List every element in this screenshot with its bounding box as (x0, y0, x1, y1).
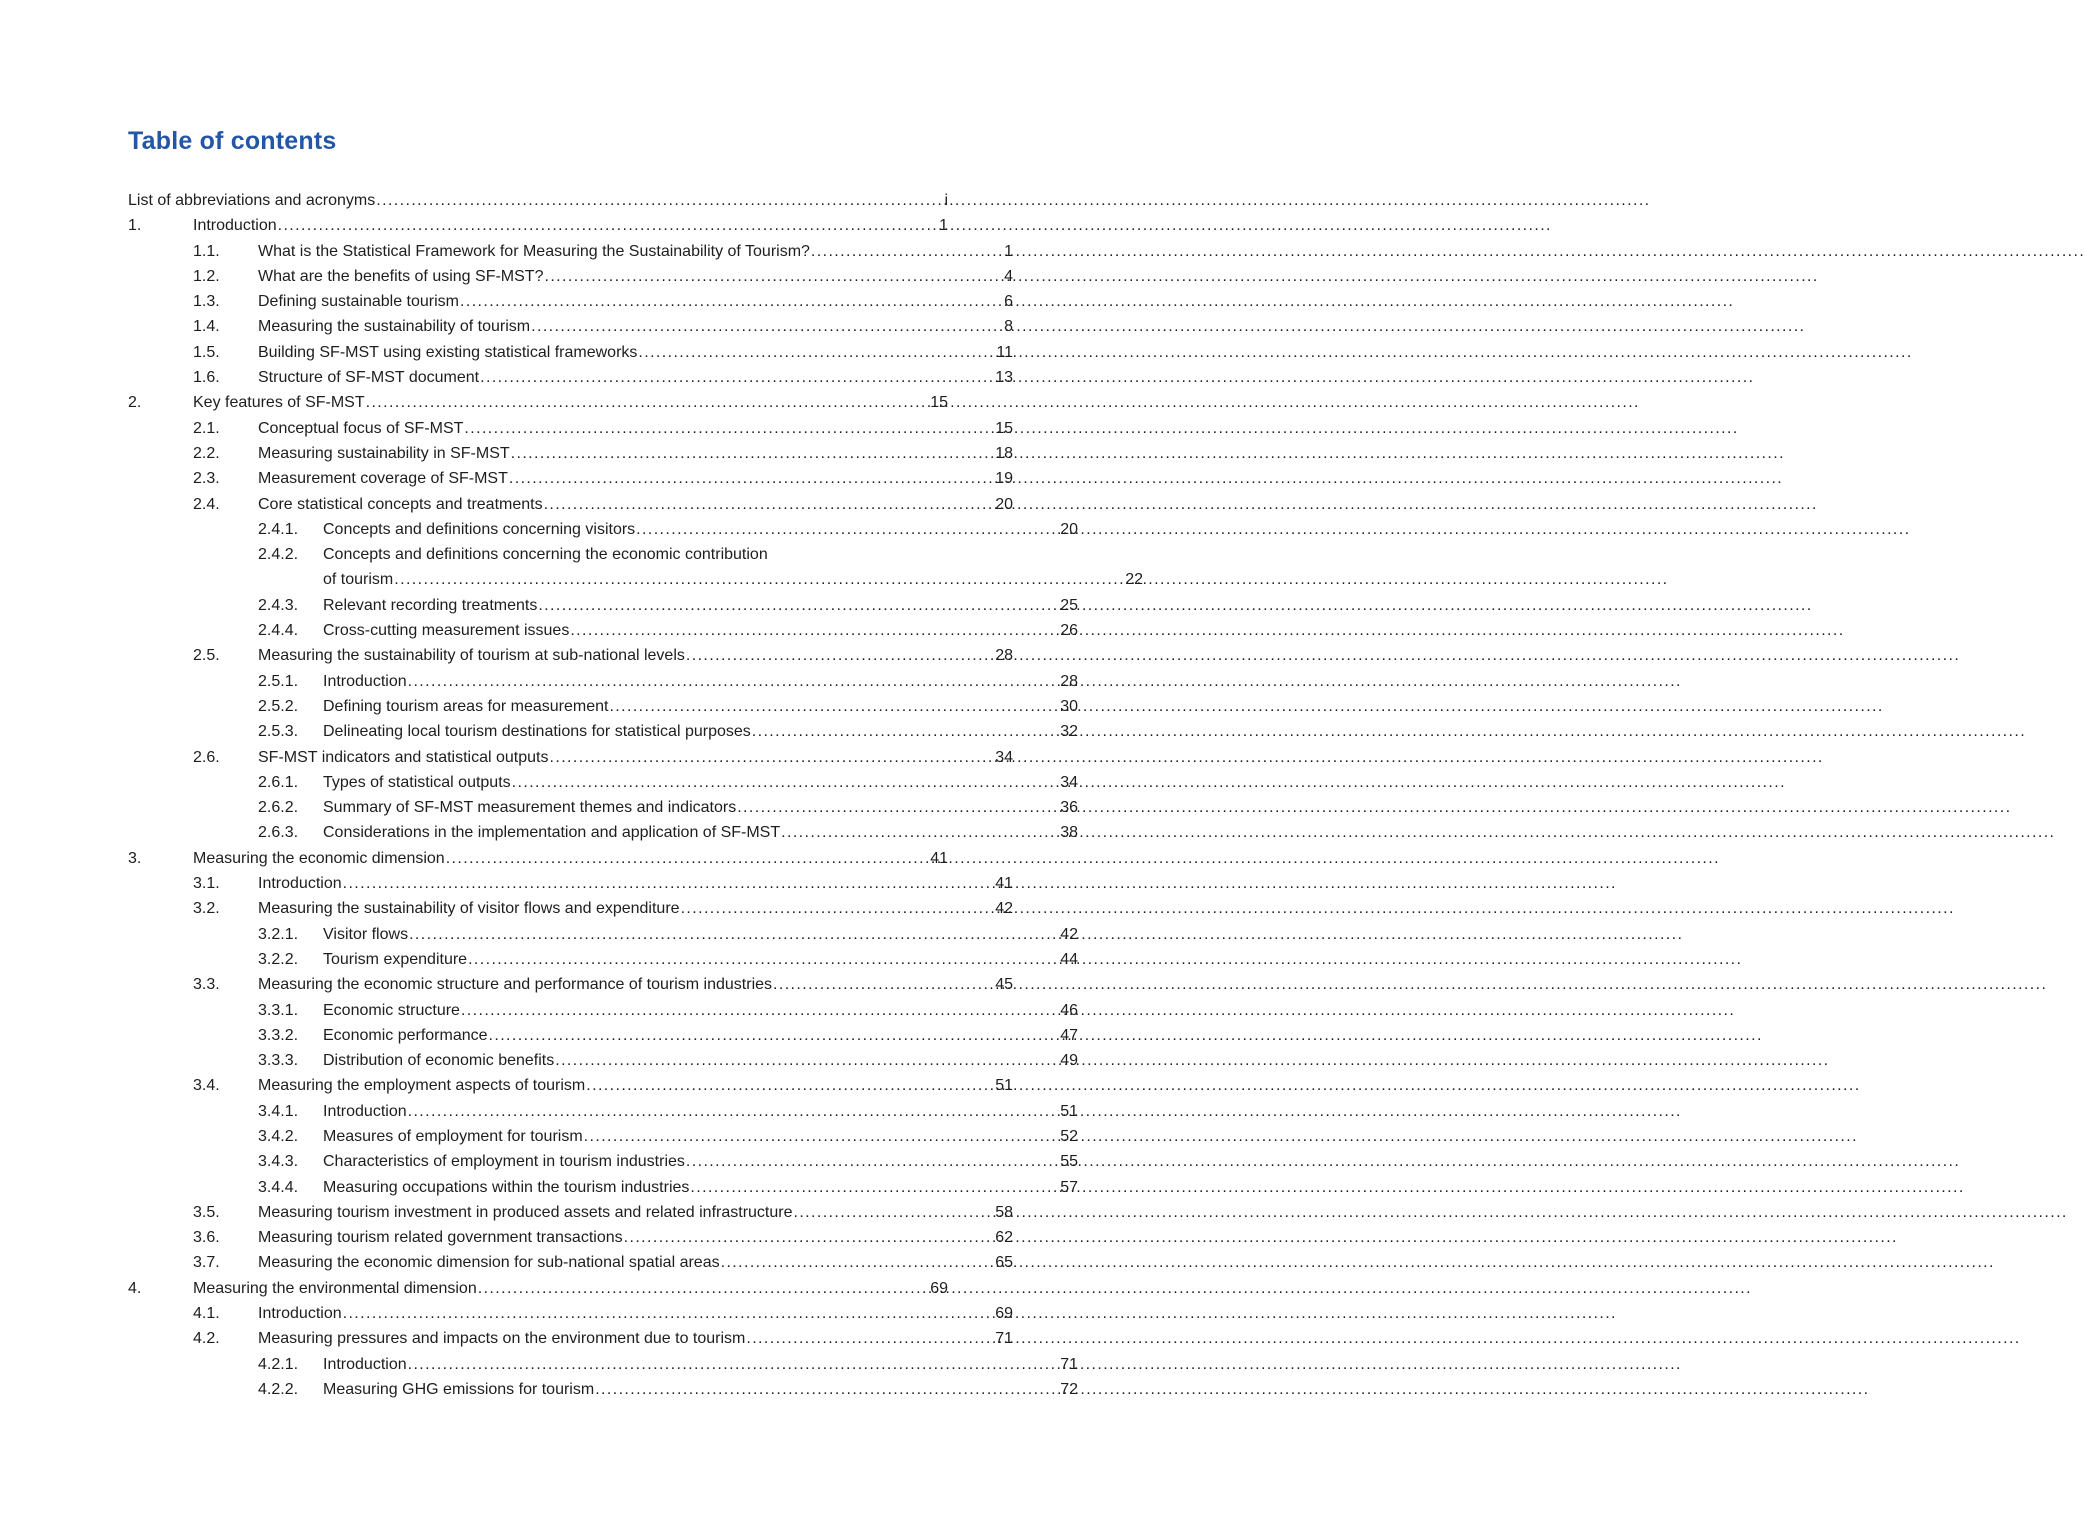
dot-leader (746, 1326, 990, 1351)
toc-entry-title: Tourism expenditure (323, 950, 468, 968)
toc-entry[interactable] (128, 188, 948, 213)
toc-entry-number: 2. (128, 394, 142, 412)
toc-entry[interactable] (128, 669, 1078, 694)
toc-entry[interactable] (128, 441, 1013, 466)
toc-entry[interactable] (128, 1023, 1078, 1048)
toc-entry-title: Conceptual focus of SF-MST (258, 419, 464, 437)
toc-entry-number: 3.6. (193, 1229, 220, 1247)
toc-entry-page: 6 (1004, 293, 1013, 311)
toc-entry-number: 3.4.2. (258, 1127, 299, 1145)
toc-entry-page: 58 (995, 1203, 1013, 1221)
toc-entry-title: Introduction (323, 672, 407, 690)
toc-entry-page: 45 (995, 976, 1013, 994)
toc-entry-number: 1.1. (193, 242, 220, 260)
dot-leader (544, 264, 999, 289)
toc-entry-number: 1.6. (193, 369, 220, 387)
toc-entry-title: Measuring the environmental dimension (193, 1279, 477, 1297)
toc-entry[interactable] (128, 719, 1078, 744)
toc-entry-page: 1 (1004, 242, 1013, 260)
toc-entry[interactable] (128, 1048, 1078, 1073)
toc-entry[interactable] (128, 365, 1013, 390)
toc-entry-number: 2.4.4. (258, 622, 299, 640)
toc-entry[interactable] (128, 1352, 1078, 1377)
toc-entry[interactable] (128, 1149, 1078, 1174)
toc-entry-title: Considerations in the implementation and application of SF-MST (323, 824, 781, 842)
toc-entry-title: Measuring the employment aspects of tourism (258, 1077, 586, 1095)
toc-entry-page: 13 (995, 369, 1013, 387)
toc-entry-number: 2.4.2. (258, 546, 299, 564)
dot-leader (686, 643, 990, 668)
dot-leader (408, 1352, 1056, 1377)
toc-entry[interactable] (128, 972, 1013, 997)
toc-entry[interactable] (128, 770, 1078, 795)
toc-entry-page: 41 (930, 849, 948, 867)
toc-entry[interactable] (128, 492, 1013, 517)
dot-leader (737, 795, 1055, 820)
toc-entry-number: 3.4.3. (258, 1153, 299, 1171)
dot-leader (460, 289, 999, 314)
toc-entry-number: 3.2. (193, 900, 220, 918)
toc-entry-number: 2.5.3. (258, 723, 299, 741)
toc-entry-title: Measuring sustainability in SF-MST (258, 444, 510, 462)
toc-entry-number: 2.5.1. (258, 672, 299, 690)
toc-entry-title: What are the benefits of using SF-MST? (258, 267, 544, 285)
toc-entry-page: 71 (1060, 1355, 1078, 1373)
toc-entry-title: Measuring the sustainability of tourism at sub-national levels (258, 647, 685, 665)
dot-leader (478, 1276, 925, 1301)
toc-entry[interactable] (128, 846, 948, 871)
toc-entry[interactable] (128, 264, 1013, 289)
dot-leader (555, 1048, 1055, 1073)
toc-entry-title: Measuring the sustainability of visitor flows and expenditure (258, 900, 680, 918)
toc-entry-page: 4 (1004, 267, 1013, 285)
toc-entry-number: 3.3.3. (258, 1052, 299, 1070)
toc-entry-title: Cross-cutting measurement issues (323, 622, 570, 640)
toc-entry-title: Visitor flows (323, 925, 409, 943)
dot-leader (446, 846, 926, 871)
toc-entry-page: 34 (995, 748, 1013, 766)
toc-entry-number: 2.2. (193, 444, 220, 462)
toc-entry-page: 20 (995, 495, 1013, 513)
toc-entry-title: Introduction (258, 1305, 342, 1323)
dot-leader (480, 365, 990, 390)
toc-entry-title: List of abbreviations and acronyms (128, 192, 376, 209)
toc-entry-title: Defining sustainable tourism (258, 293, 459, 311)
toc-entry-page: 55 (1060, 1153, 1078, 1171)
toc-entry-page: 11 (996, 343, 1013, 361)
toc-entry[interactable] (128, 593, 1078, 618)
dot-leader (343, 871, 991, 896)
dot-leader (509, 466, 990, 491)
dot-leader (638, 340, 991, 365)
toc-entry-page: 42 (995, 900, 1013, 918)
toc-entry-title: Summary of SF-MST measurement themes and indicators (323, 799, 737, 817)
toc-entry-page: 62 (995, 1229, 1013, 1247)
toc-entry-number: 2.1. (193, 419, 220, 437)
toc-entry-page: 69 (930, 1279, 948, 1297)
toc-entry-title: Concepts and definitions concerning visitors (323, 520, 636, 538)
dot-leader (609, 694, 1055, 719)
toc-entry-number: 2.6. (193, 748, 220, 766)
toc-entry-page: 51 (995, 1077, 1013, 1095)
toc-entry-title: Measuring GHG emissions for tourism (323, 1380, 595, 1398)
toc-entry-number: 1.2. (193, 267, 220, 285)
dot-leader (773, 972, 990, 997)
toc-entry-number: 3.7. (193, 1254, 220, 1272)
dot-leader (394, 567, 1120, 592)
toc-list (128, 188, 1143, 1402)
toc-entry-page: 28 (1060, 672, 1078, 690)
toc-entry-title: Measuring pressures and impacts on the environment due to tourism (258, 1330, 746, 1348)
toc-entry-title: Measuring the economic structure and performance of tourism industries (258, 976, 773, 994)
toc-entry-title: Measurement coverage of SF-MST (258, 470, 508, 488)
toc-entry-title: Concepts and definitions concerning the economic contribution (323, 546, 768, 564)
dot-leader (376, 188, 939, 213)
toc-entry-number: 3.4.4. (258, 1178, 299, 1196)
toc-entry-number: 1.3. (193, 293, 220, 311)
toc-entry-number: 3.2.1. (258, 925, 299, 943)
toc-entry-title: Defining tourism areas for measurement (323, 697, 609, 715)
toc-entry-page: 22 (1125, 571, 1143, 589)
toc-entry-page: 51 (1060, 1102, 1078, 1120)
toc-entry-page: 30 (1060, 697, 1078, 715)
toc-entry-number: 3.2.2. (258, 950, 299, 968)
toc-entry-title: Economic performance (323, 1026, 488, 1044)
toc-entry-number: 1. (128, 217, 142, 235)
toc-entry-title: What is the Statistical Framework for Measuring the Sustainability of Tourism? (258, 242, 810, 260)
dot-leader (544, 492, 991, 517)
dot-leader (595, 1377, 1055, 1402)
dot-leader (538, 593, 1055, 618)
toc-entry[interactable] (128, 1301, 1013, 1326)
dot-leader (811, 239, 999, 264)
toc-entry-title: Introduction (258, 875, 342, 893)
toc-entry-page: 36 (1060, 799, 1078, 817)
toc-entry[interactable] (128, 314, 1013, 339)
toc-entry-page: 19 (995, 470, 1013, 488)
dot-leader (793, 1200, 990, 1225)
dot-leader (511, 441, 991, 466)
toc-entry[interactable] (128, 998, 1078, 1023)
toc-entry-title: Measuring the economic dimension for sub-national spatial areas (258, 1254, 720, 1272)
toc-entry[interactable] (128, 239, 1013, 264)
dot-leader (781, 820, 1055, 845)
dot-leader (278, 213, 934, 238)
toc-entry-page: 72 (1060, 1380, 1078, 1398)
toc-entry-number: 1.4. (193, 318, 220, 336)
dot-leader (636, 517, 1055, 542)
toc-entry-page: 46 (1060, 1001, 1078, 1019)
toc-entry[interactable] (128, 1175, 1078, 1200)
toc-entry[interactable] (128, 947, 1078, 972)
toc-entry-number: 3.5. (193, 1203, 220, 1221)
toc-entry-page: 65 (995, 1254, 1013, 1272)
toc-entry[interactable] (128, 1124, 1078, 1149)
toc-entry-page: 41 (995, 875, 1013, 893)
toc-entry-page: 15 (930, 394, 948, 412)
toc-entry-number: 3.3. (193, 976, 220, 994)
toc-entry-title: Distribution of economic benefits (323, 1052, 555, 1070)
dot-leader (570, 618, 1055, 643)
toc-entry[interactable] (128, 542, 1078, 567)
toc-entry-page: 52 (1060, 1127, 1078, 1145)
toc-entry-number: 4.1. (193, 1305, 220, 1323)
toc-entry-number: 2.5.2. (258, 697, 299, 715)
toc-entry-number: 2.6.2. (258, 799, 299, 817)
toc-entry-number: 3.4.1. (258, 1102, 299, 1120)
toc-entry-page: 18 (995, 444, 1013, 462)
toc-entry-title: Types of statistical outputs (323, 773, 511, 791)
toc-entry[interactable] (128, 1377, 1078, 1402)
dot-leader (366, 390, 926, 415)
toc-entry[interactable] (128, 745, 1013, 770)
toc-entry-page: 47 (1060, 1026, 1078, 1044)
toc-entry-title: Structure of SF-MST document (258, 369, 480, 387)
dot-leader (752, 719, 1055, 744)
toc-entry-title: Introduction (323, 1355, 407, 1373)
dot-leader (550, 745, 991, 770)
toc-entry[interactable] (128, 466, 1013, 491)
toc-entry[interactable] (128, 643, 1013, 668)
dot-leader (584, 1124, 1056, 1149)
toc-entry[interactable] (128, 820, 1078, 845)
toc-entry-title: Introduction (323, 1102, 407, 1120)
dot-leader (586, 1073, 990, 1098)
dot-leader (681, 896, 991, 921)
toc-entry-number: 2.3. (193, 470, 220, 488)
toc-entry[interactable] (128, 618, 1078, 643)
toc-entry-number: 2.4.1. (258, 520, 299, 538)
dot-leader (690, 1175, 1055, 1200)
dot-leader (512, 770, 1056, 795)
toc-entry[interactable] (128, 922, 1078, 947)
toc-entry-page: 42 (1060, 925, 1078, 943)
toc-entry[interactable] (128, 517, 1078, 542)
toc-entry-title: Measuring tourism investment in produced assets and related infrastructure (258, 1203, 793, 1221)
toc-entry-number: 3.3.2. (258, 1026, 299, 1044)
toc-entry-title: Measuring the economic dimension (193, 849, 445, 867)
dot-leader (686, 1149, 1055, 1174)
toc-entry-page: 20 (1060, 520, 1078, 538)
toc-entry-title: Core statistical concepts and treatments (258, 495, 543, 513)
dot-leader (721, 1250, 991, 1275)
toc-entry[interactable] (128, 1073, 1013, 1098)
toc-entry[interactable] (128, 896, 1013, 921)
toc-entry-number: 3.3.1. (258, 1001, 299, 1019)
toc-entry-number: 2.4. (193, 495, 220, 513)
toc-entry-title: Delineating local tourism destinations for statistical purposes (323, 723, 751, 741)
toc-entry-page: 38 (1060, 824, 1078, 842)
toc-entry-number: 1.5. (193, 343, 220, 361)
toc-entry[interactable] (128, 795, 1078, 820)
toc-entry[interactable] (128, 213, 948, 238)
toc-entry-number: 4.2. (193, 1330, 220, 1348)
toc-entry-number: 2.5. (193, 647, 220, 665)
toc-entry[interactable] (128, 694, 1078, 719)
toc-entry-page: 44 (1060, 950, 1078, 968)
toc-entry-page: 71 (995, 1330, 1013, 1348)
dot-leader (531, 314, 999, 339)
toc-entry-page: 15 (995, 419, 1013, 437)
toc-entry-page: 32 (1060, 723, 1078, 741)
toc-entry-number: 4.2.1. (258, 1355, 299, 1373)
toc-entry-page: 57 (1060, 1178, 1078, 1196)
toc-entry[interactable] (128, 416, 1013, 441)
toc-entry-number: 3. (128, 849, 142, 867)
dot-leader (468, 947, 1055, 972)
toc-entry[interactable] (128, 871, 1013, 896)
toc-entry-title: Characteristics of employment in tourism industries (323, 1153, 685, 1171)
toc-entry-number: 4. (128, 1279, 142, 1297)
toc-entry-page: 26 (1060, 622, 1078, 640)
toc-entry-page: 8 (1004, 318, 1013, 336)
toc-entry-title: Measuring tourism related government transactions (258, 1229, 623, 1247)
toc-entry[interactable] (128, 1200, 1013, 1225)
toc-entry-title: Introduction (193, 217, 277, 235)
dot-leader (464, 416, 990, 441)
dot-leader (489, 1023, 1056, 1048)
toc-entry-title: SF-MST indicators and statistical outputs (258, 748, 549, 766)
toc-entry-page: 34 (1060, 773, 1078, 791)
toc-entry-number: 3.1. (193, 875, 220, 893)
toc-entry[interactable] (128, 1225, 1013, 1250)
toc-entry-page: 69 (995, 1305, 1013, 1323)
toc-entry[interactable] (128, 340, 1013, 365)
dot-leader (624, 1225, 991, 1250)
toc-entry[interactable] (128, 390, 948, 415)
toc-entry-number: 4.2.2. (258, 1380, 299, 1398)
toc-entry[interactable] (128, 1326, 1013, 1351)
toc-entry-title: Key features of SF-MST (193, 394, 365, 412)
toc-entry-title: Measuring the sustainability of tourism (258, 318, 531, 336)
toc-entry-page: 49 (1060, 1052, 1078, 1070)
toc-entry[interactable] (128, 289, 1013, 314)
toc-entry-page: 1 (939, 217, 948, 235)
toc-entry-title: of tourism (323, 571, 394, 589)
toc-entry-number: 2.6.1. (258, 773, 299, 791)
toc-entry-title: Building SF-MST using existing statistical frameworks (258, 343, 638, 361)
toc-entry-page: 28 (995, 647, 1013, 665)
dot-leader (343, 1301, 991, 1326)
toc-entry-title: Economic structure (323, 1001, 460, 1019)
toc-entry[interactable] (128, 567, 1143, 592)
toc-entry[interactable] (128, 1276, 948, 1301)
dot-leader (409, 922, 1055, 947)
page-title: Table of contents (128, 127, 337, 155)
toc-entry[interactable] (128, 1250, 1013, 1275)
toc-entry-title: Measures of employment for tourism (323, 1127, 583, 1145)
toc-entry-title: Measuring occupations within the tourism industries (323, 1178, 690, 1196)
toc-entry-number: 2.6.3. (258, 824, 299, 842)
dot-leader (408, 669, 1056, 694)
toc-entry-number: 2.4.3. (258, 596, 299, 614)
toc-entry[interactable] (128, 1099, 1078, 1124)
toc-entry-page: i (944, 192, 948, 209)
dot-leader (408, 1099, 1056, 1124)
dot-leader (461, 998, 1055, 1023)
toc-entry-title: Relevant recording treatments (323, 596, 538, 614)
toc-entry-page: 25 (1060, 596, 1078, 614)
toc-entry-number: 3.4. (193, 1077, 220, 1095)
toc-content (128, 126, 1143, 1402)
